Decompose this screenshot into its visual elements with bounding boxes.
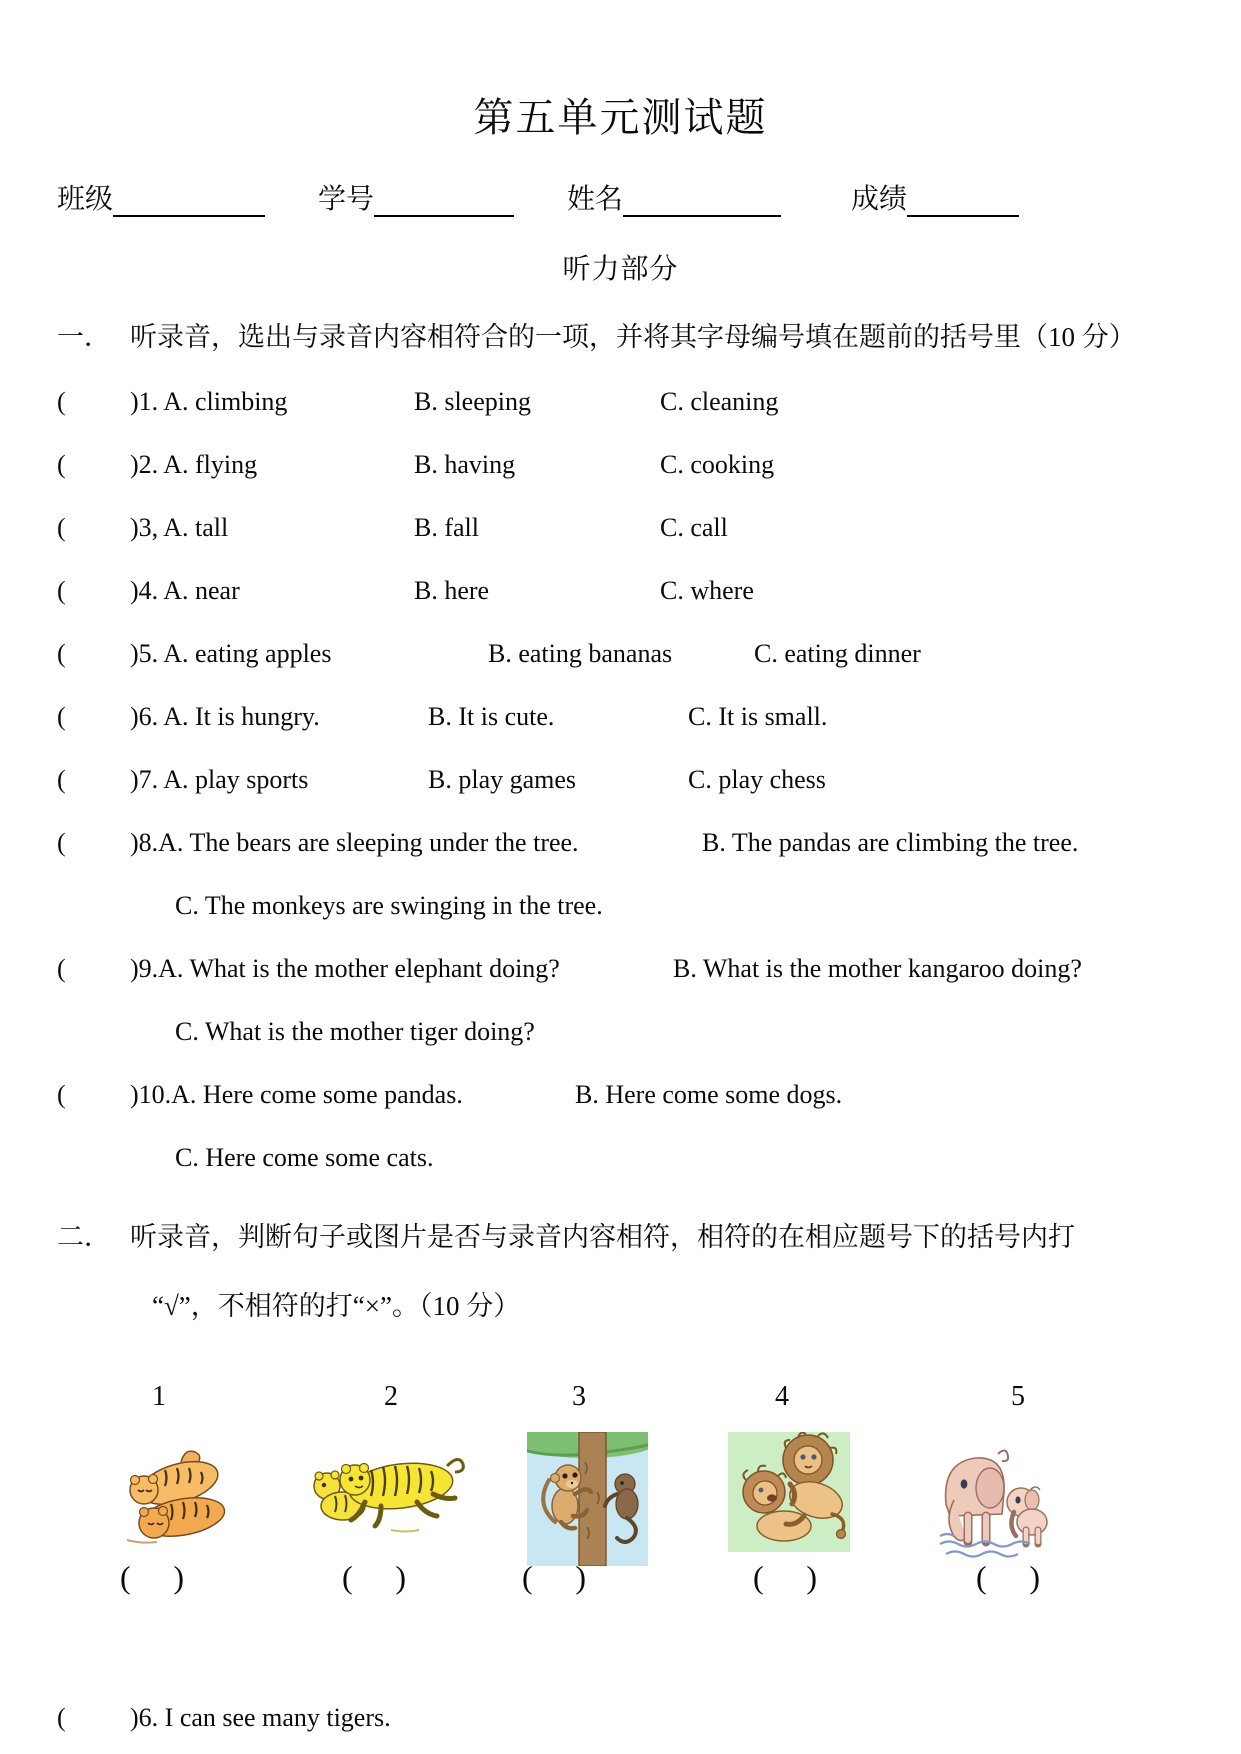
q3-option-c: C. call — [660, 513, 728, 542]
question-6 — [0, 702, 1241, 732]
class-label: 班级 — [57, 184, 114, 215]
picture-2-answer-paren[interactable]: ( ) — [342, 1559, 406, 1595]
picture-3-answer-paren[interactable]: ( ) — [522, 1559, 586, 1595]
q6-answer-paren[interactable]: ( — [57, 702, 66, 731]
student-number-blank[interactable] — [374, 181, 514, 217]
q5-option-a: )5. A. eating apples — [130, 639, 332, 668]
part1-number: 一． — [57, 322, 111, 352]
q1-option-a: )1. A. climbing — [130, 387, 288, 416]
q6-option-c: C. It is small. — [688, 702, 828, 731]
question-3 — [0, 513, 1241, 543]
q7-option-c: C. play chess — [688, 765, 826, 794]
q4-option-a: )4. A. near — [130, 576, 240, 605]
q1-option-b: B. sleeping — [414, 387, 531, 416]
q8-option-a: )8.A. The bears are sleeping under the tree. — [130, 828, 579, 857]
name-label: 姓名 — [567, 184, 624, 215]
q5-option-c: C. eating dinner — [754, 639, 921, 668]
q10-option-c: C. Here come some cats. — [175, 1143, 434, 1172]
question-2 — [0, 450, 1241, 480]
p2-q6-answer-paren[interactable]: ( — [57, 1703, 66, 1732]
picture-2-number: 2 — [384, 1381, 398, 1412]
q5-option-b: B. eating bananas — [488, 639, 673, 668]
q8-option-c: C. The monkeys are swinging in the tree. — [175, 891, 603, 920]
picture-4-answer-paren[interactable]: ( ) — [753, 1559, 817, 1595]
part2-instruction-line1: 听录音，判断句子或图片是否与录音内容相符，相符的在相应题号下的括号内打 — [130, 1222, 1075, 1252]
question-10 — [0, 1080, 1241, 1110]
q4-answer-paren[interactable]: ( — [57, 576, 66, 605]
class-blank[interactable] — [113, 181, 265, 217]
monkeys-climbing-tree-image — [527, 1432, 648, 1566]
student-number-label: 学号 — [318, 184, 375, 215]
question-7 — [0, 765, 1241, 795]
q9-answer-paren[interactable]: ( — [57, 954, 66, 983]
q6-option-b: B. It is cute. — [428, 702, 555, 731]
q3-answer-paren[interactable]: ( — [57, 513, 66, 542]
lions-playing-image — [728, 1432, 850, 1552]
listening-section-label: 听力部分 — [562, 254, 679, 285]
class-field — [57, 177, 265, 217]
q8-answer-paren[interactable]: ( — [57, 828, 66, 857]
picture-5-number: 5 — [1011, 1381, 1025, 1412]
q3-option-a: )3, A. tall — [130, 513, 229, 542]
score-blank[interactable] — [907, 181, 1019, 217]
q9-option-c: C. What is the mother tiger doing? — [175, 1017, 535, 1046]
q5-answer-paren[interactable]: ( — [57, 639, 66, 668]
q7-option-a: )7. A. play sports — [130, 765, 309, 794]
picture-1-answer-paren[interactable]: ( ) — [120, 1559, 184, 1595]
q8-option-b: B. The pandas are climbing the tree. — [702, 828, 1079, 857]
q4-option-c: C. where — [660, 576, 754, 605]
part1-heading — [0, 315, 1241, 354]
q9-option-a: )9.A. What is the mother elephant doing? — [130, 954, 560, 983]
q2-answer-paren[interactable]: ( — [57, 450, 66, 479]
question-5 — [0, 639, 1241, 669]
q1-option-c: C. cleaning — [660, 387, 779, 416]
q1-answer-paren[interactable]: ( — [57, 387, 66, 416]
picture-4-number: 4 — [775, 1381, 789, 1412]
part2-picture-row — [0, 1359, 1241, 1659]
tigers-running-image — [305, 1444, 465, 1539]
q7-answer-paren[interactable]: ( — [57, 765, 66, 794]
q9-option-b: B. What is the mother kangaroo doing? — [673, 954, 1082, 983]
q10-option-a: )10.A. Here come some pandas. — [130, 1080, 463, 1109]
score-label: 成绩 — [851, 184, 908, 215]
question-9 — [0, 954, 1241, 984]
q2-option-b: B. having — [414, 450, 516, 479]
part2-instruction-line2: “√”，不相符的打“×”。（10 分） — [152, 1291, 521, 1321]
picture-1-number: 1 — [152, 1381, 166, 1412]
part2-number: 二． — [57, 1222, 111, 1252]
q3-option-b: B. fall — [414, 513, 479, 542]
q7-option-b: B. play games — [428, 765, 577, 794]
question-8 — [0, 828, 1241, 858]
q10-option-b: B. Here come some dogs. — [575, 1080, 843, 1109]
q6-option-a: )6. A. It is hungry. — [130, 702, 320, 731]
score-field — [851, 177, 1019, 217]
question-4 — [0, 576, 1241, 606]
student-number-field — [318, 177, 514, 217]
q10-answer-paren[interactable]: ( — [57, 1080, 66, 1109]
picture-3-number: 3 — [572, 1381, 586, 1412]
p2-q6-text: )6. I can see many tigers. — [130, 1703, 391, 1732]
q2-option-a: )2. A. flying — [130, 450, 258, 479]
q2-option-c: C. cooking — [660, 450, 775, 479]
part2-heading — [0, 1215, 1241, 1254]
name-blank[interactable] — [623, 181, 781, 217]
page-title: 第五单元测试题 — [473, 95, 768, 140]
part1-instruction: 听录音，选出与录音内容相符合的一项，并将其字母编号填在题前的括号里（10 分） — [130, 322, 1136, 352]
picture-5-answer-paren[interactable]: ( ) — [976, 1559, 1040, 1595]
name-field — [567, 177, 781, 217]
elephants-in-water-image — [938, 1444, 1048, 1562]
q4-option-b: B. here — [414, 576, 490, 605]
part2-question-6 — [0, 1703, 1241, 1733]
student-info-row — [0, 177, 1241, 217]
question-1 — [0, 387, 1241, 417]
tigers-sleeping-image — [115, 1444, 228, 1547]
